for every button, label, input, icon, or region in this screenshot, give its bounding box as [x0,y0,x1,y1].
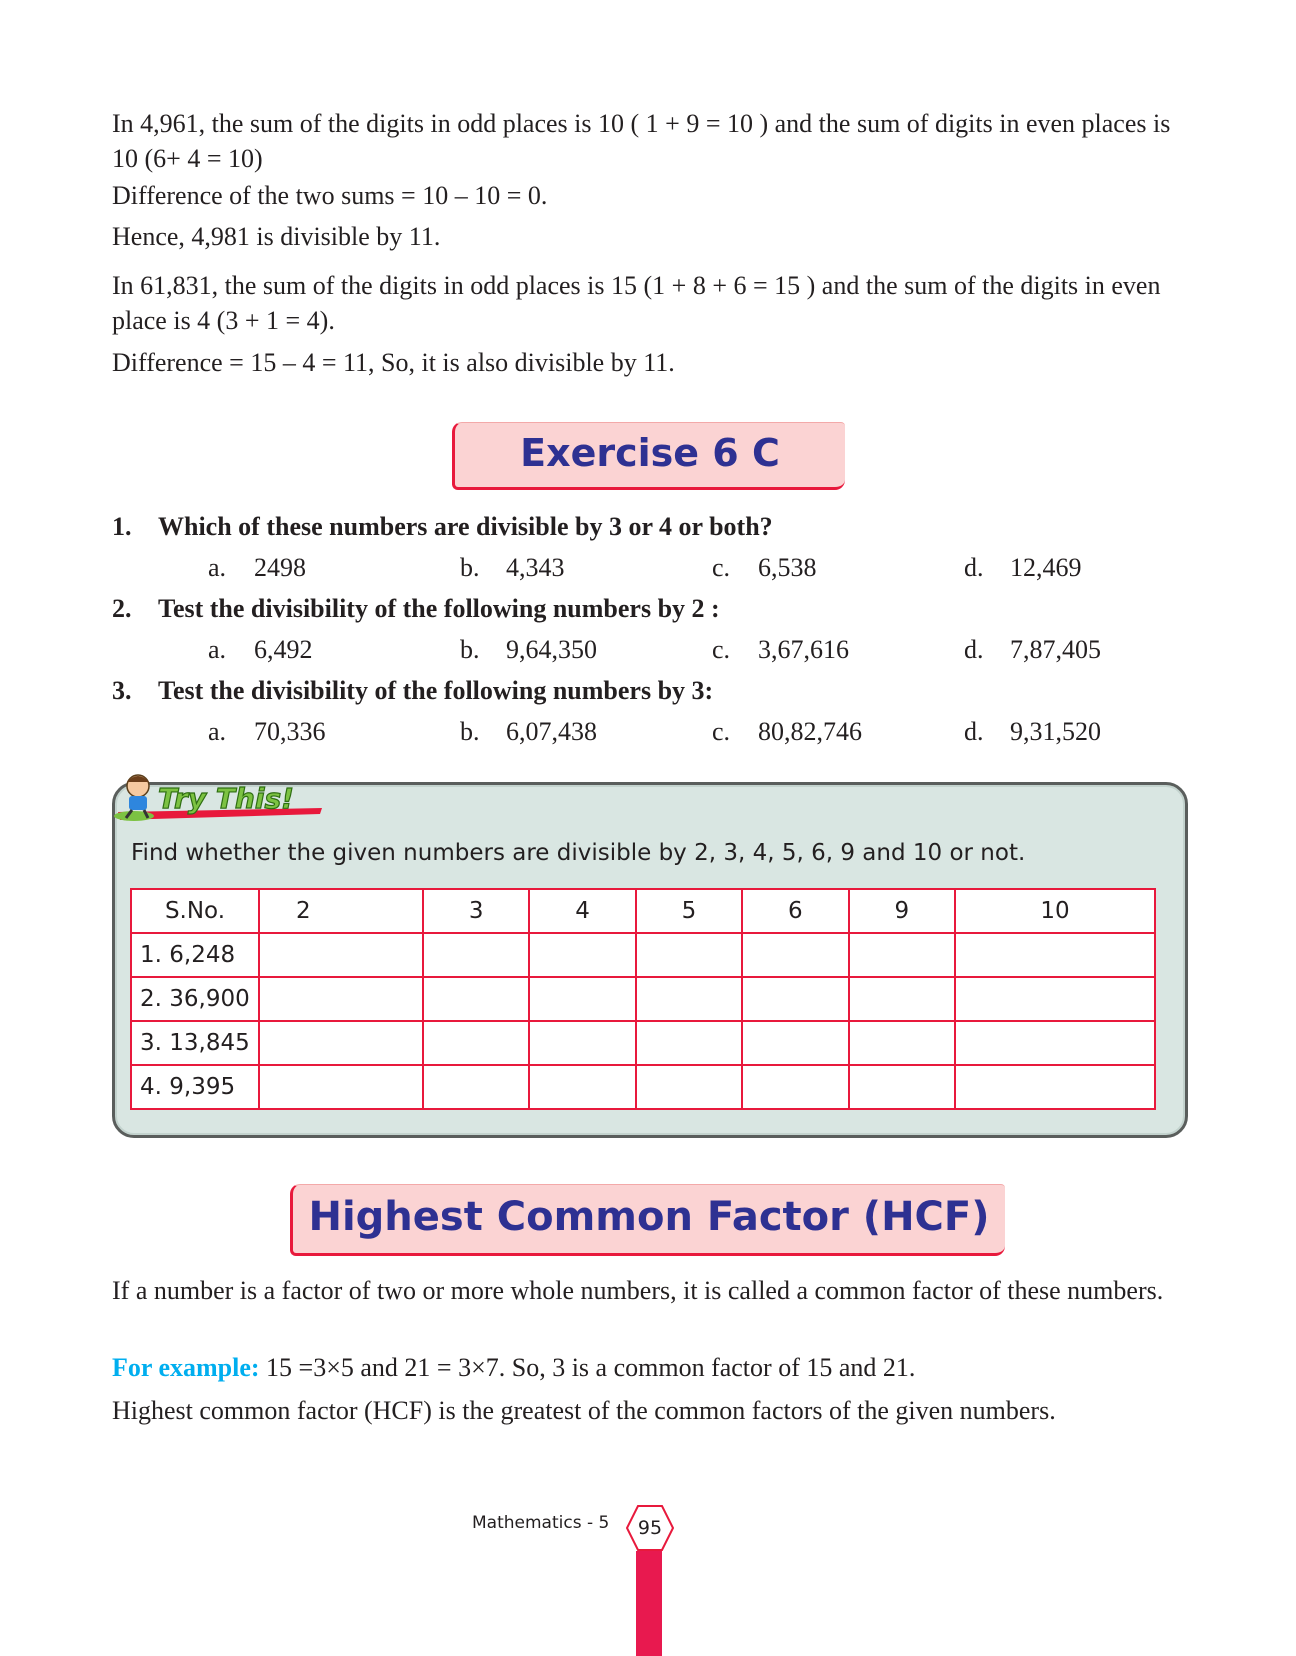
page-edge-bar [636,1551,662,1656]
answer-cell[interactable] [529,933,635,977]
exercise-banner [452,422,845,490]
answer-cell[interactable] [259,1065,423,1109]
table-header-row [131,889,1155,933]
try-this-instruction: Find whether the given numbers are divisible by 2, 3, 4, 5, 6, 9 and 10 or not. [131,840,1026,866]
question-2 [112,592,720,626]
footer-book-title: Mathematics - 5 [472,1513,610,1533]
question-text: Test the divisibility of the following numbers by 3: [158,676,714,705]
intro-paragraph-1: In 4,961, the sum of the digits in odd places is 10 ( 1 + 9 = 10 ) and the sum of digits in even places is 10 (6+ 4 = 10) [112,109,1171,173]
answer-cell[interactable] [849,977,955,1021]
answer-cell[interactable] [529,977,635,1021]
option-2d: d. 7,87,405 [964,635,1101,664]
divisibility-table [130,888,1156,1110]
hcf-title: Highest Common Factor (HCF) [308,1194,990,1240]
question-3 [112,674,713,708]
hcf-example [112,1350,1192,1385]
answer-cell[interactable] [849,1021,955,1065]
table-row [131,933,1155,977]
hcf-meaning: Highest common factor (HCF) is the greatest of the common factors of the given numbers. [112,1396,1056,1425]
option-2b: b. 9,64,350 [460,635,597,664]
header-4: 4 [529,889,635,933]
header-9: 9 [849,889,955,933]
option-1c: c. 6,538 [712,553,817,582]
option-3c: c. 80,82,746 [712,717,862,746]
answer-cell[interactable] [636,977,742,1021]
hcf-banner [290,1184,1005,1256]
intro-paragraph-5: Difference = 15 – 4 = 11, So, it is also divisible by 11. [112,348,675,377]
answer-cell[interactable] [259,933,423,977]
answer-cell[interactable] [423,977,529,1021]
header-6: 6 [742,889,848,933]
option-1d: d. 12,469 [964,553,1082,582]
option-1a: a. 2498 [208,553,306,582]
answer-cell[interactable] [955,977,1155,1021]
question-text: Which of these numbers are divisible by 3 or 4 or both? [158,512,773,541]
intro-paragraph-4: In 61,831, the sum of the digits in odd places is 15 (1 + 8 + 6 = 15 ) and the sum of the digits in even place is 4 (3 + 1 = 4). [112,271,1161,335]
answer-cell[interactable] [742,933,848,977]
answer-cell[interactable] [742,977,848,1021]
answer-cell[interactable] [259,977,423,1021]
answer-cell[interactable] [529,1065,635,1109]
answer-cell[interactable] [742,1065,848,1109]
table-row [131,977,1155,1021]
table-row [131,1021,1155,1065]
header-10: 10 [955,889,1155,933]
row-label: 3. 13,845 [131,1021,259,1065]
header-5: 5 [636,889,742,933]
header-3: 3 [423,889,529,933]
answer-cell[interactable] [636,1021,742,1065]
intro-paragraph-2: Difference of the two sums = 10 – 10 = 0. [112,181,548,210]
answer-cell[interactable] [955,1021,1155,1065]
question-text: Test the divisibility of the following numbers by 2 : [158,594,720,623]
answer-cell[interactable] [955,1065,1155,1109]
table-row [131,1065,1155,1109]
option-3a: a. 70,336 [208,717,326,746]
intro-paragraph-3: Hence, 4,981 is divisible by 11. [112,222,441,251]
row-label: 4. 9,395 [131,1065,259,1109]
option-3b: b. 6,07,438 [460,717,597,746]
answer-cell[interactable] [742,1021,848,1065]
exercise-title: Exercise 6 C [520,431,780,475]
header-sno: S.No. [131,889,259,933]
row-label: 2. 36,900 [131,977,259,1021]
answer-cell[interactable] [423,1021,529,1065]
question-number: 2. [112,594,132,623]
answer-cell[interactable] [423,1065,529,1109]
question-1 [112,510,773,544]
question-number: 3. [112,676,132,705]
answer-cell[interactable] [259,1021,423,1065]
hcf-definition: If a number is a factor of two or more whole numbers, it is called a common factor of these numbers. [112,1276,1164,1305]
question-number: 1. [112,512,132,541]
answer-cell[interactable] [849,1065,955,1109]
answer-cell[interactable] [529,1021,635,1065]
answer-cell[interactable] [849,933,955,977]
try-this-logo [108,770,328,830]
example-text: 15 =3×5 and 21 = 3×7. So, 3 is a common factor of 15 and 21. [259,1353,916,1382]
try-this-title: Try This! [158,782,294,815]
answer-cell[interactable] [955,933,1155,977]
header-2: 2 [259,889,423,933]
answer-cell[interactable] [636,933,742,977]
option-2c: c. 3,67,616 [712,635,849,664]
page-number: 95 [637,1517,663,1539]
example-label: For example: [112,1353,260,1382]
row-label: 1. 6,248 [131,933,259,977]
option-1b: b. 4,343 [460,553,565,582]
option-2a: a. 6,492 [208,635,313,664]
answer-cell[interactable] [423,933,529,977]
answer-cell[interactable] [636,1065,742,1109]
option-3d: d. 9,31,520 [964,717,1101,746]
